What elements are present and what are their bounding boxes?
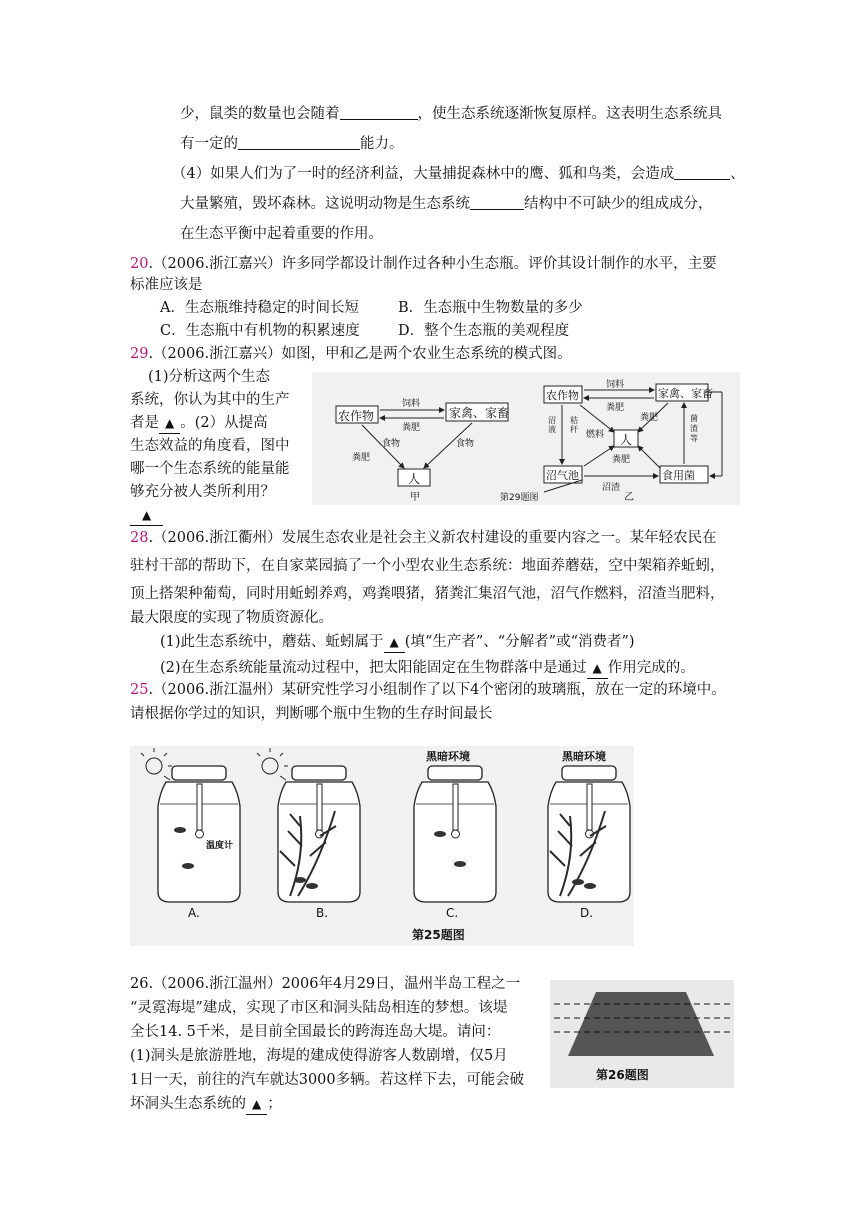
- text-line: 哪一个生态系统的能量能: [130, 461, 290, 477]
- text-line: (1)洞头是旅游胜地，海堤的建成使得游客人数剧增，仅5月: [130, 1048, 508, 1064]
- question-20-stem: 20.（2006.浙江嘉兴）许多同学都设计制作过各种小生态瓶。评价其设计制作的水平，主要: [130, 256, 717, 272]
- edge-label: 粪肥: [640, 413, 659, 423]
- figure-caption: 第26题图: [596, 1068, 649, 1082]
- text-line: 顶上搭架种葡萄，同时用蚯蚓养鸡，鸡粪喂猪，猪粪汇集沼气池，沼气作燃料，沼渣当肥料，: [130, 586, 725, 602]
- text-line: 够充分被人类所利用？: [130, 484, 275, 500]
- text-line: 请根据你学过的知识，判断哪个瓶中生物的生存时间最长: [130, 706, 493, 722]
- question-29-stem: 29.（2006.浙江嘉兴）如图，甲和乙是两个农业生态系统的模式图。: [130, 346, 572, 362]
- node-crop: 农作物: [546, 389, 579, 402]
- figure-26: [550, 980, 734, 1088]
- label-yi: 乙: [624, 492, 634, 503]
- text-line: 坏洞头生态系统的 ▲ ；: [130, 1094, 282, 1115]
- text-line: （4）如果人们为了一时的经济利益，大量捕捉森林中的鹰、狐和鸟类，会造成 、: [172, 166, 745, 182]
- edge-label: 沼渣: [602, 483, 621, 493]
- answer-marker: ▲: [130, 505, 163, 526]
- edge-label: 食物: [382, 439, 401, 449]
- bottle-label-b: B.: [316, 906, 329, 920]
- question-28-stem: 28.（2006.浙江衢州）发展生态农业是社会主义新农村建设的重要内容之一。某年轻农民在: [130, 530, 717, 546]
- edge-label: 燃料: [586, 430, 605, 440]
- question-25-stem: 25.（2006.浙江温州）某研究性学习小组制作了以下4个密闭的玻璃瓶，放在一定的环境中。: [130, 682, 726, 698]
- option-d: D．整个生态瓶的美观程度: [398, 323, 570, 339]
- option-b: B．生态瓶中生物数量的多少: [398, 300, 583, 316]
- bottle-label-a: A.: [188, 906, 200, 920]
- node-human: 人: [408, 472, 421, 486]
- answer-blank: [674, 165, 730, 180]
- text-line: 在生态平衡中起着重要的作用。: [180, 226, 383, 242]
- text-line: 者是 ▲ 。(2）从提高: [130, 413, 268, 434]
- answer-marker: ▲: [159, 413, 180, 434]
- figure-caption: 第29题图: [500, 493, 539, 503]
- dark-env-label: 黑暗环境: [426, 750, 470, 763]
- answer-blank: [470, 195, 524, 210]
- edge-label: 饲料: [606, 380, 625, 390]
- text-line: [130, 505, 163, 526]
- node-fungus: 食用菌: [662, 469, 695, 482]
- text-line: 驻村干部的帮助下，在自家菜园搞了一个小型农业生态系统：地面养蘑菇，空中架箱养蚯蚓，: [130, 558, 725, 574]
- node-human: 人: [620, 433, 633, 447]
- node-biogas: 沼气池: [546, 469, 579, 482]
- thermometer-label: 温度计: [206, 841, 234, 851]
- figure-25: [130, 746, 634, 946]
- edge-label: 粪肥: [612, 455, 631, 465]
- sub-question-1: (1)此生态系统中，蘑菇、蚯蚓属于 ▲ (填“生产者”、“分解者”或“消费者”): [160, 632, 635, 653]
- text-line: 系统，你认为其中的生产: [130, 392, 290, 408]
- label-jia: 甲: [410, 492, 420, 503]
- edge-label: 秸秆: [570, 416, 578, 434]
- answer-marker: ▲: [587, 658, 608, 679]
- text-line: 全长14. 5千米，是目前全国最长的跨海连岛大堤。请问：: [130, 1024, 501, 1040]
- answer-marker: ▲: [246, 1094, 267, 1115]
- edge-label: 粪肥: [606, 403, 625, 413]
- dark-env-label: 黑暗环境: [562, 750, 606, 763]
- node-crop: 农作物: [338, 409, 375, 423]
- edge-label: 饲料: [402, 399, 421, 409]
- text-line: 生态效益的角度看，图中: [130, 438, 290, 454]
- node-poultry: 家禽、家畜: [449, 406, 510, 420]
- text-line: 少，鼠类的数量也会随着 ，使生态系统逐渐恢复原样。这表明生态系统具: [180, 106, 722, 122]
- text-line: 大量繁殖，毁坏森林。这说明动物是生态系统 结构中不可缺少的组成成分，: [180, 196, 713, 212]
- text-line: 有一定的 能力。: [180, 136, 404, 152]
- edge-label: 菌渣等: [690, 414, 698, 443]
- bottle-label-d: D.: [580, 906, 594, 920]
- text-line: “灵霓海堤”建成，实现了市区和洞头陆岛相连的梦想。该堤: [130, 1000, 508, 1016]
- text-line: (1)分析这两个生态: [148, 369, 271, 385]
- question-20-stem-cont: 标准应该是: [130, 277, 203, 293]
- figure-caption: 第25题图: [412, 928, 465, 942]
- option-c: C．生态瓶中有机物的积累速度: [160, 323, 360, 339]
- figure-29: [312, 372, 740, 505]
- answer-blank: [340, 105, 418, 120]
- question-26-stem: 26.（2006.浙江温州）2006年4月29日，温州半岛工程之一: [130, 976, 521, 992]
- edge-label: 食物: [456, 439, 475, 449]
- option-a: A．生态瓶维持稳定的时间长短: [160, 300, 359, 316]
- edge-label: 沼液: [548, 416, 556, 434]
- edge-label: 粪肥: [352, 453, 371, 463]
- answer-blank: [238, 135, 360, 150]
- text-line: 最大限度的实现了物质资源化。: [130, 610, 333, 626]
- sub-question-2: (2)在生态系统能量流动过程中，把太阳能固定在生物群落中是通过 ▲ 作用完成的。: [160, 658, 695, 679]
- edge-label: 粪肥: [402, 423, 421, 433]
- answer-marker: ▲: [384, 632, 405, 653]
- text-line: 1日一天，前往的汽车就达3000多辆。若这样下去，可能会破: [130, 1072, 525, 1088]
- bottle-label-c: C.: [446, 906, 459, 920]
- node-poultry: 家禽、家畜: [658, 387, 713, 400]
